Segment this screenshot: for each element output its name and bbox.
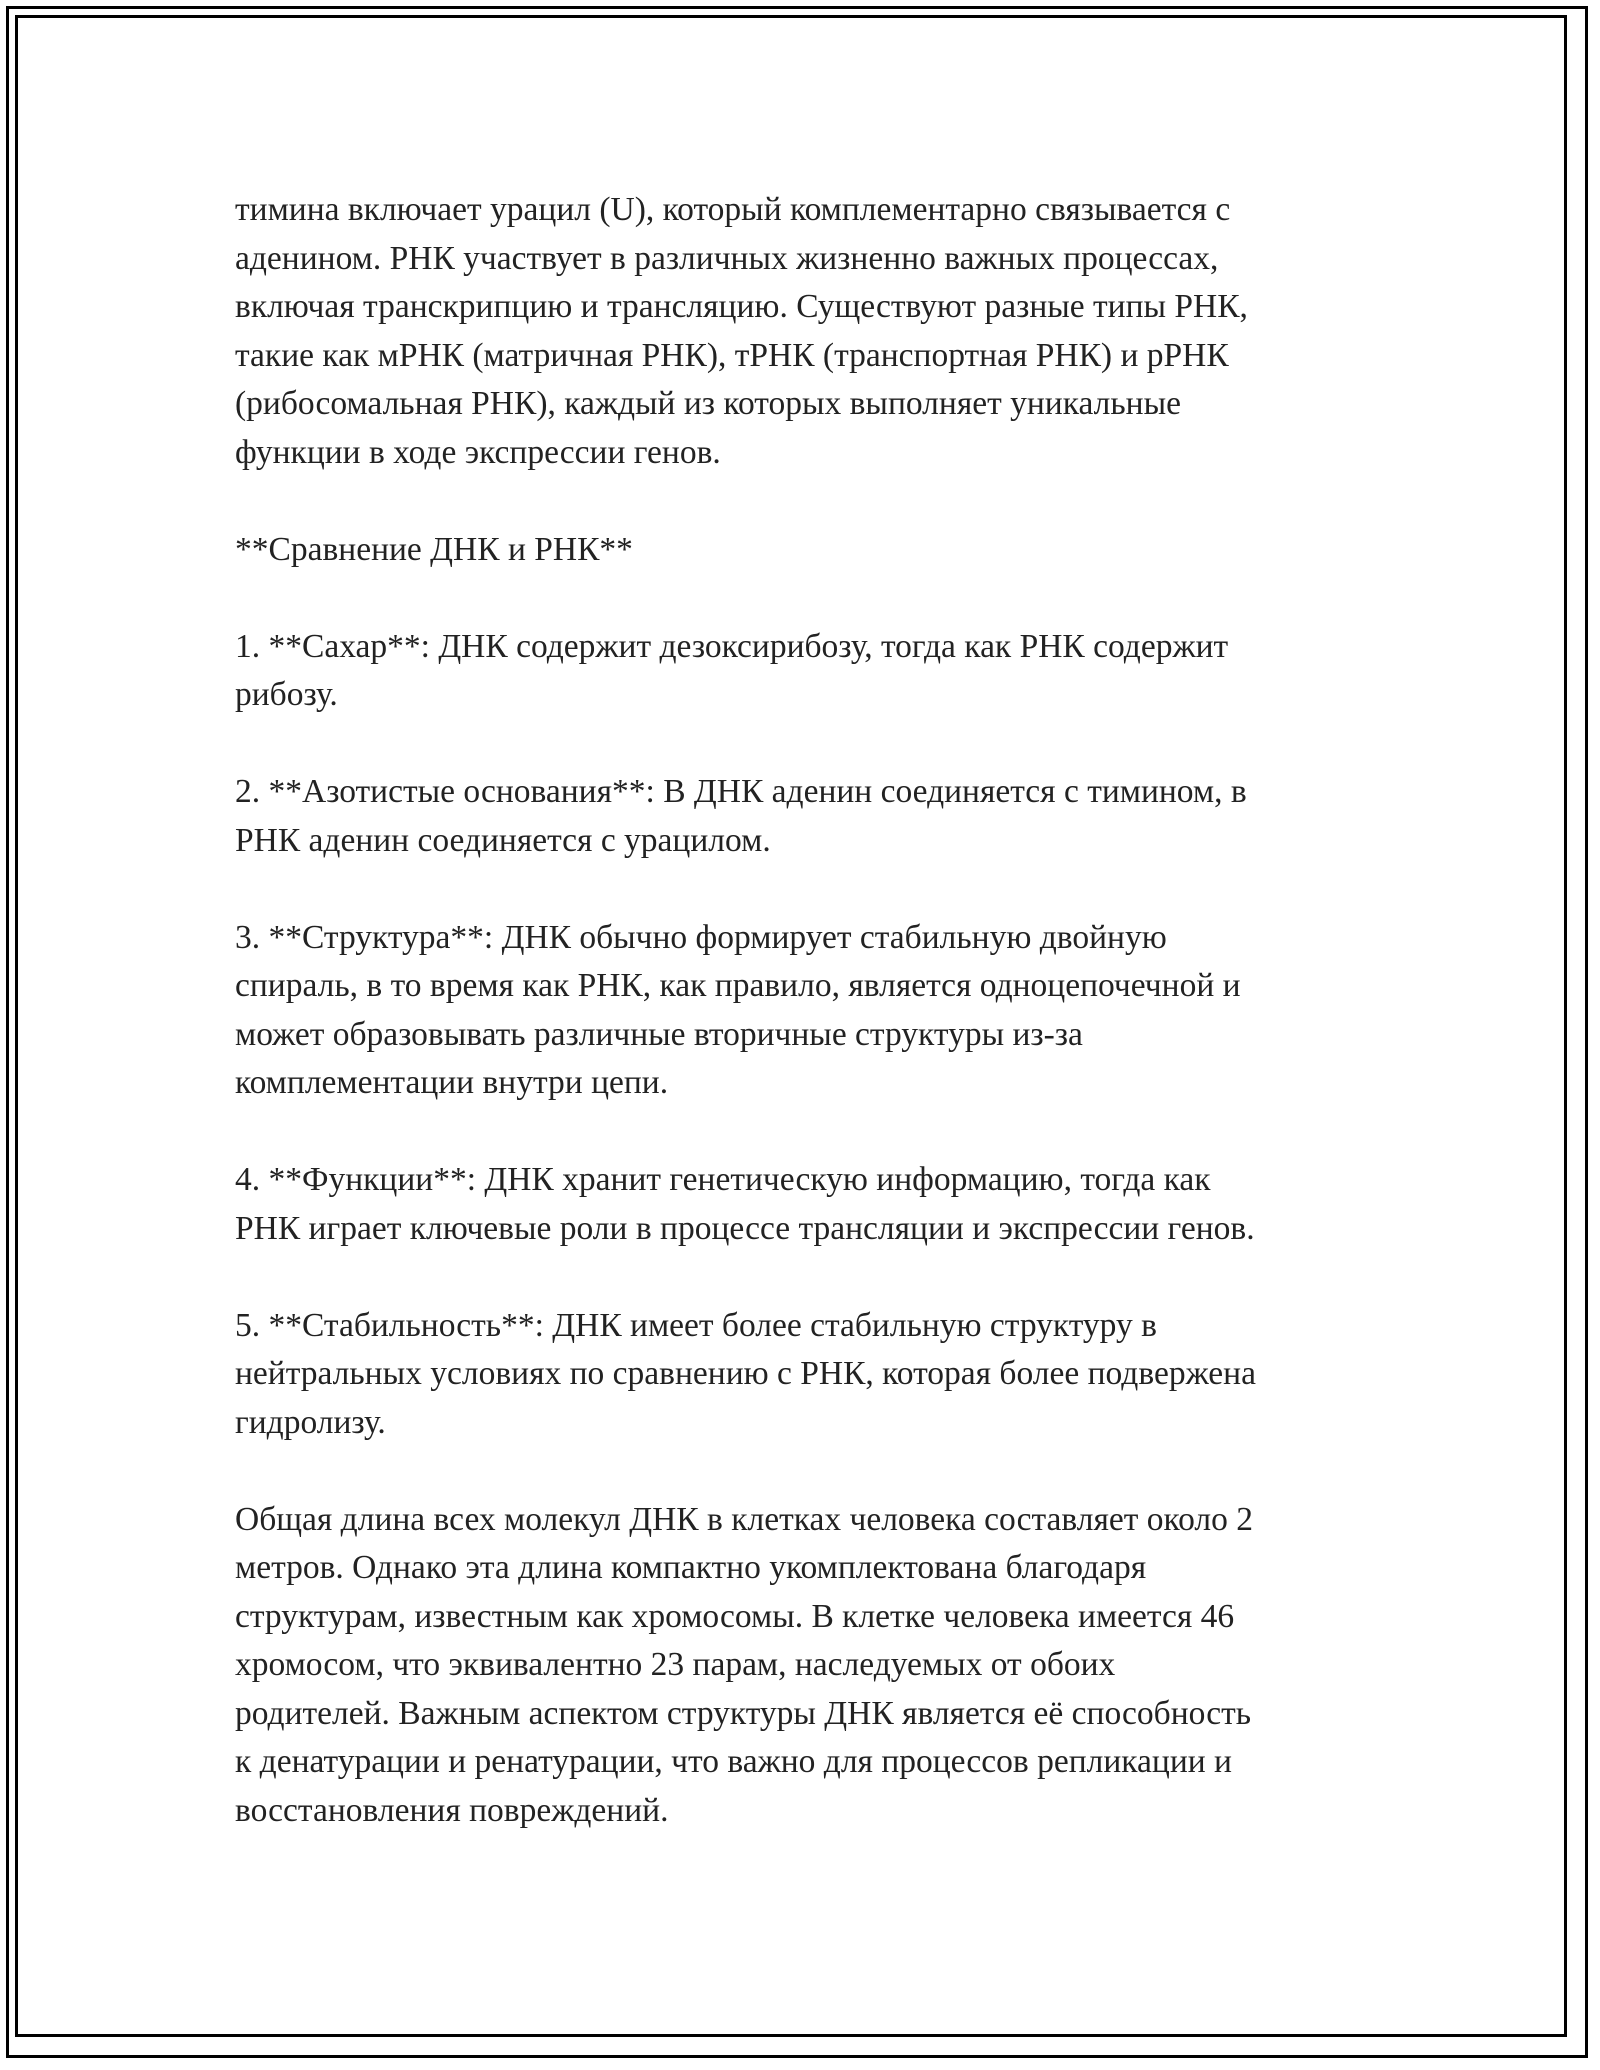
text-line: восстановления повреждений.: [235, 1791, 669, 1829]
list-item-stability: [235, 1302, 1370, 1448]
text-line: к денатурации и ренатурации, что важно для процессов репликации и: [235, 1743, 1232, 1780]
paragraph-rna-description: [235, 186, 1370, 477]
text-line: такие как мРНК (матричная РНК), тРНК (транспортная РНК) и рРНК: [235, 336, 1229, 374]
text-line: 3. **Структура**: ДНК обычно формирует стабильную двойную: [235, 918, 1167, 956]
text-line: хромосом, что эквивалентно 23 парам, наследуемых от обоих: [235, 1646, 1116, 1683]
text-line: рибозу.: [235, 676, 338, 713]
text-line: 2. **Азотистые основания**: В ДНК аденин соединяется с тимином, в: [235, 773, 1247, 810]
text-line: РНК аденин соединяется с урацилом.: [235, 821, 771, 859]
list-item-sugar: [235, 623, 1370, 720]
text-line: спираль, в то время как РНК, как правило, является одноцепочечной и: [235, 967, 1241, 1004]
text-line: 4. **Функции**: ДНК хранит генетическую информацию, тогда как: [235, 1161, 1211, 1198]
paragraph-dna-length: [235, 1496, 1370, 1836]
text-line: РНК играет ключевые роли в процессе трансляции и экспрессии генов.: [235, 1209, 1255, 1247]
text-line: гидролизу.: [235, 1403, 386, 1441]
text-line: может образовывать различные вторичные структуры из-за: [235, 1015, 1083, 1053]
text-line: 1. **Сахар**: ДНК содержит дезоксирибозу, тогда как РНК содержит: [235, 627, 1229, 665]
text-line: (рибосомальная РНК), каждый из которых выполняет уникальные: [235, 385, 1181, 422]
text-line: функции в ходе экспрессии генов.: [235, 433, 721, 471]
document-body: [235, 186, 1370, 1884]
text-line: тимина включает урацил (U), который комплементарно связывается с: [235, 191, 1231, 228]
list-item-bases: [235, 768, 1370, 865]
text-line: аденином. РНК участвует в различных жизненно важных процессах,: [235, 239, 1219, 277]
text-line: комплементации внутри цепи.: [235, 1064, 669, 1101]
list-item-structure: [235, 914, 1370, 1108]
text-line: метров. Однако эта длина компактно укомплектована благодаря: [235, 1549, 1147, 1586]
list-item-functions: [235, 1156, 1370, 1253]
text-line: Общая длина всех молекул ДНК в клетках человека составляет около 2: [235, 1500, 1254, 1538]
text-line: включая транскрипцию и трансляцию. Существуют разные типы РНК,: [235, 288, 1248, 325]
text-line: структурам, известным как хромосомы. В клетке человека имеется 46: [235, 1597, 1235, 1635]
heading-text: **Сравнение ДНК и РНК**: [235, 530, 633, 568]
text-line: 5. **Стабильность**: ДНК имеет более стабильную структуру в: [235, 1306, 1157, 1344]
text-line: нейтральных условиях по сравнению с РНК, которая более подвержена: [235, 1355, 1256, 1392]
section-heading: [235, 526, 1370, 575]
text-line: родителей. Важным аспектом структуры ДНК является её способность: [235, 1694, 1251, 1732]
